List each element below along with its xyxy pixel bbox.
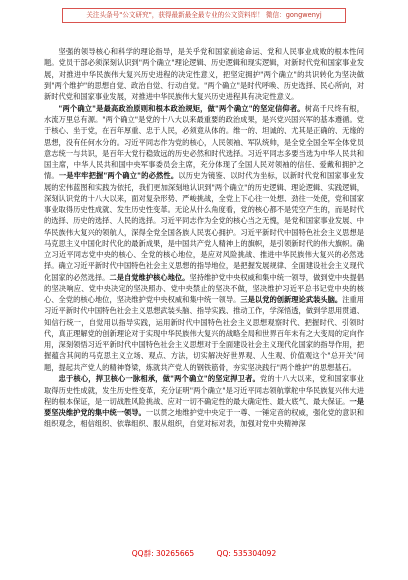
bold-heading-text: 二是自觉维护核心地位。 xyxy=(109,272,190,282)
bold-heading-text: 忠于核心，捍卫核心一脉相承，做"两个确立"的坚定捍卫者。 xyxy=(58,374,260,384)
body-text: 树高千尺终有根，水流万里总有源。"两个确立"是党的十八大以来最重要的政治成果，是兴党兴国兴军的基本遵循。党于核心、坐于党，在百年厚重、忠于人民，必须竟从体的。维一的、坦诚的、尤其是正确的、无缘的思想，没有任何水分的。习近平同志作为党的核心，人民领袖、军队统帅，是全党全国全军全体党员意志统一与共识，是百年大党行稳致远的历史必然和时代选择。习近平同志多要当选为中华人民共和国主席，中华人民共和国中央军事委员会主席，充分体现了全国人民对领袖的信任、爱戴和拥护之情。 xyxy=(44,103,364,181)
body-text: 坚强的领导核心和科学的理论指导，是关乎党和国家前途命运、党和人民事业成败的根本性问题。党员干部必须深刻认识到"两个确立"理论逻辑、历史逻辑和现实逻辑，对新时代党和国家事业发展，对推进中华民族伟大复兴历史进程的决定性意义，把坚定拥护"两个确立"的共识转化为坚决做到"两个维护"的思想自觉、政治自觉、行动自觉。"两个确立"是时代呼唤、历史选择、民心所向，对新时代党和国家事业发展，对推进中华民族伟大复兴历史进程具有决定性意义。 xyxy=(44,47,364,101)
bold-heading-text: 一是牢牢把握"两个确立"的必然性。 xyxy=(58,171,179,181)
body-text: 一以贯之地维护党中央定于一尊、一锤定音的权威，强化党的意识和组织观念，相信组织、依靠组织、服从组织，自觉对标对表，加强对党中央精神深 xyxy=(44,408,364,429)
body-text: 党的十八大以来，党和国家事业取得历史性成就，发生历史性变革，充分证明"两个确立"是习近平同志领航掌舵中华民族复兴伟大进程的根本保证，是一切战胜风险挑战、应对一切不确定性的最大确定性、最大底气、最大保证。 xyxy=(44,374,364,406)
paragraph xyxy=(44,103,364,373)
bold-heading-text: 三是以党的创新理论武装头脑。 xyxy=(240,295,343,304)
promo-banner: 关注头条号"公文研究"，获得最新最全最专业的公文资料库！ 微信：gongwenyj xyxy=(62,8,346,23)
body-text: 坚持维护党中央权威和集中统一领导，做到党中央提倡的坚决响应、党中央决定的坚决照办、党中央禁止的坚决不做，坚决维护习近平总书记党中央的核心、全党的核心地位，坚决维护党中央权威和集中统一领导。 xyxy=(44,272,364,304)
paragraph xyxy=(44,373,364,429)
paragraph xyxy=(44,46,364,102)
bold-heading-text: 一是要坚决维护党的集中统一领导。 xyxy=(44,396,364,417)
body-text: 注重用习近平新时代中国特色社会主义思想武装头脑、指导实践、推动工作，学深悟透，做到学思用贯通、知信行统一，自觉用以指导实践，运用新时代中国特色社会主义思想观察时代、把握时代、引领时代，真正理解党的创新理论对于实现中华民族伟大复兴的战略全局和世界百年未有之大变局的定向作用，深刻领悟习近平新时代中国特色社会主义思想对于全面建设社会主义现代化国家的指导作用，把握蕴含其间的马克思主义立场、观点、方法，切实解决好世界观、人生观、价值观这个"总开关"问题，提起共产党人的精神脊梁，炼就共产党人的钢铁筋骨，夯实坚决践行"两个维护"的思想基石。 xyxy=(44,295,364,372)
qq-contact-number: QQ: 535304092 xyxy=(216,549,277,558)
qq-group-number: QQ群: 30265665 xyxy=(131,549,195,558)
document-body xyxy=(44,46,364,542)
body-text: 以历史为镜鉴、以时代为坐标，以新时代党和国家事业发展的宏伟蓝图和实践为依托，我们更加深刻地认识到"两个确立"的历史逻辑、理论逻辑、实践逻辑，深刻认识党的十八大以来，面对复杂形势、严峻挑战，全党上下心往一处想、劲往一处使，党和国家事业取得历史性成就、发生历史性变革。无论从什么角度看，党的核心都不是凭空产生的，而是时代的选择、历史的选择、人民的选择。习近平同志作为全党的核心当之无愧，是党和国家事业发展、中华民族伟大复兴的领航人，深得全党全国各族人民衷心拥护。习近平新时代中国特色社会主义思想是马克思主义中国化时代化的最新成果，是中国共产党人精神上的旗帜，是引领新时代的伟大旗帜。确立习近平同志党中央的核心、全党的核心地位，是应对风险挑战、推进中华民族伟大复兴的必然选择。确立习近平新时代中国特色社会主义思想的指导地位，是把握发展规律、全面建设社会主义现代化国家的必然选择。 xyxy=(44,171,364,282)
footer xyxy=(0,548,408,559)
bold-heading-text: "两个确立"是最高政治原则和根本政治规矩，做"两个确立"的坚定信仰者。 xyxy=(58,103,305,113)
